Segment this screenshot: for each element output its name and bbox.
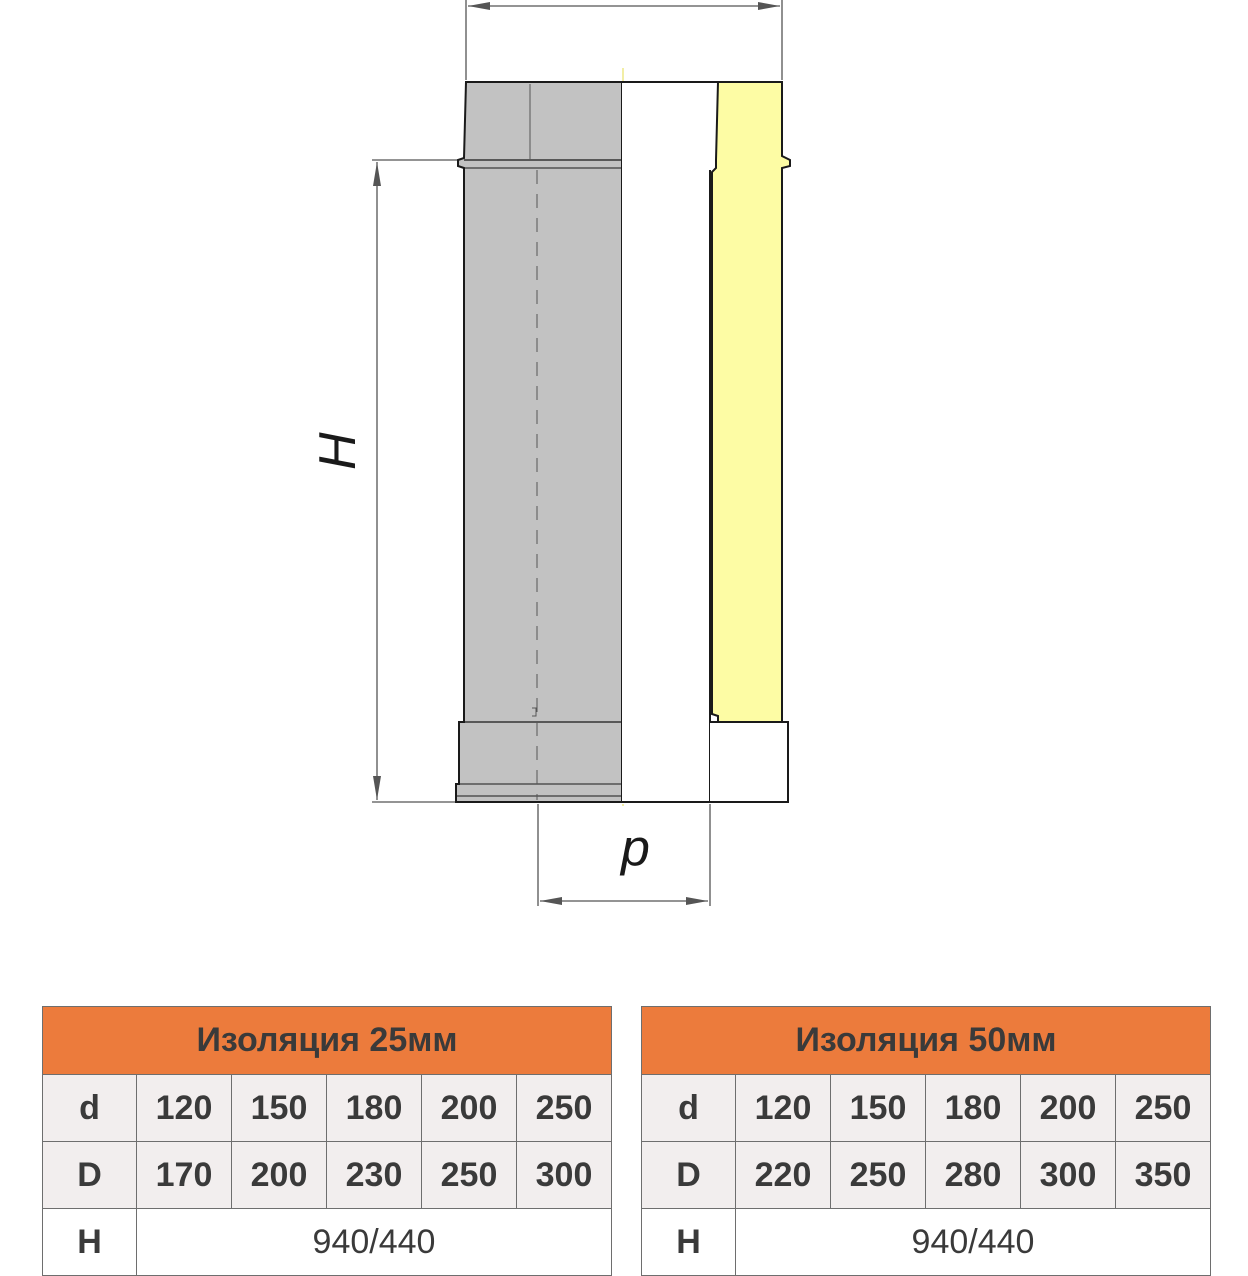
table-cell: 200 [232,1142,327,1209]
table-cell: 150 [232,1075,327,1142]
table-header-row [43,1007,612,1075]
table-row-D [642,1142,1211,1209]
spec-table-insulation-50 [641,1006,1211,1276]
row-label: d [642,1075,736,1142]
table-cell: 350 [1116,1142,1211,1209]
table-cell: 300 [1021,1142,1116,1209]
spec-table-insulation-25 [42,1006,612,1276]
row-label: d [43,1075,137,1142]
table-cell-merged: 940/440 [736,1209,1211,1276]
outer-diameter-dimension [466,0,782,80]
table-cell-merged: 940/440 [137,1209,612,1276]
table-header-row [642,1007,1211,1075]
table-row-d [43,1075,612,1142]
row-label: D [43,1142,137,1209]
table-cell: 300 [517,1142,612,1209]
row-label: H [43,1209,137,1276]
table-cell: 230 [327,1142,422,1209]
table-row-d [642,1075,1211,1142]
table-cell: 250 [517,1075,612,1142]
table-cell: 220 [736,1142,831,1209]
table-title: Изоляция 50мм [642,1007,1211,1075]
table-row-H [642,1209,1211,1276]
table-row-D [43,1142,612,1209]
table-cell: 170 [137,1142,232,1209]
table-cell: 280 [926,1142,1021,1209]
table-cell: 200 [1021,1075,1116,1142]
row-label: H [642,1209,736,1276]
table-cell: 200 [422,1075,517,1142]
row-label: D [642,1142,736,1209]
table-title: Изоляция 25мм [43,1007,612,1075]
table-row-H [43,1209,612,1276]
table-cell: 150 [831,1075,926,1142]
inner-diameter-label: d [621,826,650,884]
height-label: H [309,432,367,470]
table-cell: 250 [831,1142,926,1209]
table-cell: 120 [736,1075,831,1142]
table-cell: 250 [422,1142,517,1209]
table-cell: 250 [1116,1075,1211,1142]
height-dimension [372,160,460,802]
table-cell: 120 [137,1075,232,1142]
outer-pipe [456,82,622,802]
table-cell: 180 [327,1075,422,1142]
table-cell: 180 [926,1075,1021,1142]
